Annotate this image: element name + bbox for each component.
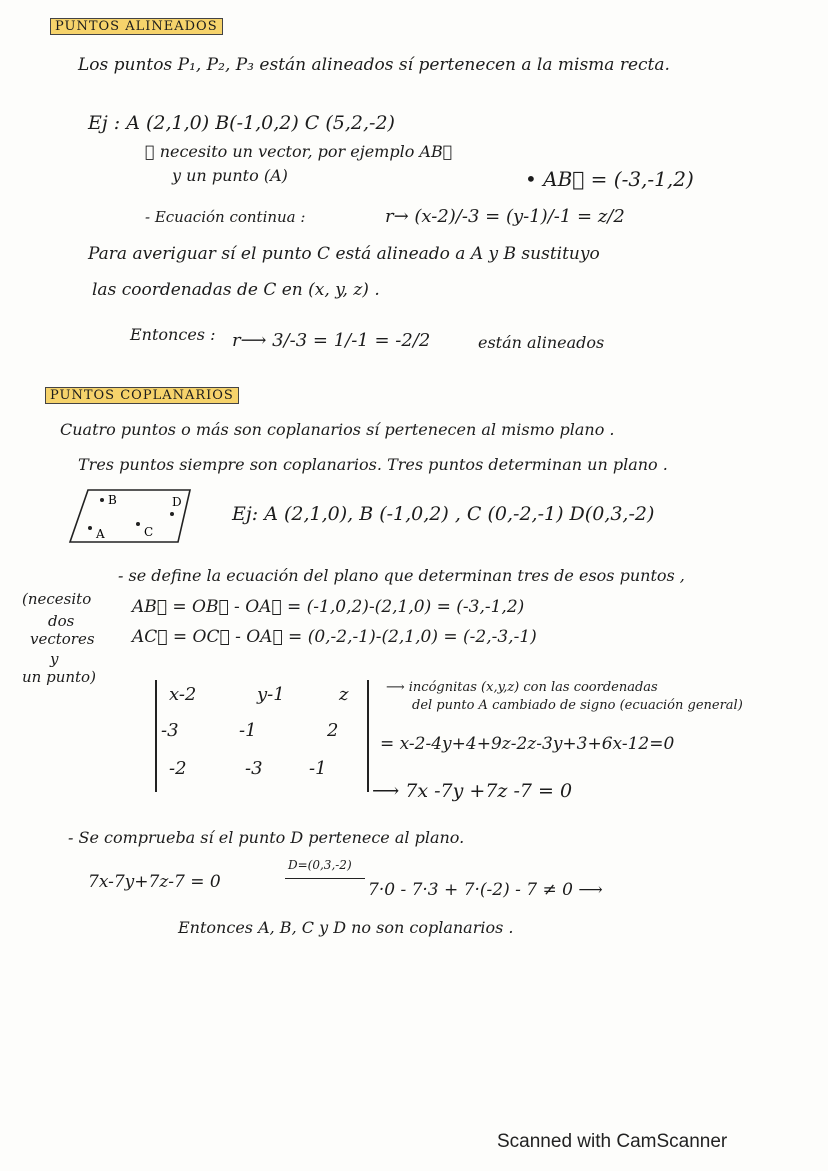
check-equation: 7x-7y+7z-7 = 0 bbox=[88, 872, 221, 892]
heading-puntos-coplanarios: PUNTOS COPLANARIOS bbox=[45, 387, 239, 404]
determinant-matrix bbox=[155, 680, 369, 792]
conclusion-equation: r⟶ 3/-3 = 1/-1 = -2/2 bbox=[232, 330, 431, 351]
matrix-cell: -3 bbox=[245, 758, 263, 779]
label-b: B bbox=[108, 493, 117, 507]
example-points-2: Ej: A (2,1,0), B (-1,0,2) , C (0,-2,-1) D(0,3,-2) bbox=[232, 503, 655, 525]
side-note-5: un punto) bbox=[22, 668, 96, 686]
label-a: A bbox=[96, 527, 105, 541]
note-line-2: y un punto (A) bbox=[172, 166, 288, 185]
matrix-cell: x-2 bbox=[169, 684, 197, 705]
conclusion-label: Entonces : bbox=[130, 325, 216, 344]
check-substitution: D=(0,3,-2) bbox=[288, 858, 352, 872]
matrix-cell: 2 bbox=[327, 720, 339, 741]
vector-ac-calc: AC⃗ = OC⃗ - OA⃗ = (0,-2,-1)-(2,1,0) = (-2,-3,-1) bbox=[132, 627, 537, 647]
matrix-cell: z bbox=[339, 684, 349, 705]
scanner-watermark: Scanned with CamScanner bbox=[497, 1131, 728, 1152]
continuous-equation: r→ (x-2)/-3 = (y-1)/-1 = z/2 bbox=[385, 206, 625, 227]
vector-ab-calc: AB⃗ = OB⃗ - OA⃗ = (-1,0,2)-(2,1,0) = (-3,-1,2) bbox=[132, 597, 525, 617]
side-note-2: dos bbox=[48, 612, 75, 630]
continuous-label: - Ecuación continua : bbox=[145, 208, 306, 226]
label-c: C bbox=[144, 525, 154, 539]
matrix-cell: -1 bbox=[309, 758, 327, 779]
note-line-1: ✱ necesito un vector, por ejemplo AB⃗ bbox=[145, 142, 453, 161]
point-c-dot bbox=[136, 522, 140, 526]
expansion: = x-2-4y+4+9z-2z-3y+3+6x-12=0 bbox=[380, 734, 675, 754]
plane-result: ⟶ 7x -7y +7z -7 = 0 bbox=[372, 780, 573, 802]
final-conclusion: Entonces A, B, C y D no son coplanarios . bbox=[178, 918, 514, 937]
check-intro: - Se comprueba sí el punto D pertenece al plano. bbox=[68, 828, 465, 847]
side-note-4: y bbox=[50, 650, 59, 668]
side-note-3: vectores bbox=[30, 630, 95, 648]
check-line-1: Para averiguar sí el punto C está alineado a A y B sustituyo bbox=[88, 244, 600, 264]
unknowns-note-2: del punto A cambiado de signo (ecuación general) bbox=[412, 698, 743, 713]
matrix-cell: -3 bbox=[161, 720, 179, 741]
definition-alineados: Los puntos P₁, P₂, P₃ están alineados sí pertenecen a la misma recta. bbox=[78, 55, 670, 75]
definition-coplanarios-1: Cuatro puntos o más son coplanarios sí pertenecen al mismo plano . bbox=[60, 420, 615, 439]
matrix-cell: y-1 bbox=[257, 684, 285, 705]
definition-coplanarios-2: Tres puntos siempre son coplanarios. Tres puntos determinan un plano . bbox=[78, 455, 668, 474]
point-d-dot bbox=[170, 512, 174, 516]
heading-puntos-alineados: PUNTOS ALINEADOS bbox=[50, 18, 223, 35]
conclusion-text: están alineados bbox=[478, 333, 605, 352]
side-note-1: (necesito bbox=[22, 590, 92, 608]
point-a-dot bbox=[88, 526, 92, 530]
unknowns-note-1: ⟶ incógnitas (x,y,z) con las coordenadas bbox=[386, 680, 658, 695]
substitution-arrow bbox=[285, 878, 365, 879]
check-result: 7·0 - 7·3 + 7·(-2) - 7 ≠ 0 ⟶ bbox=[368, 880, 603, 900]
plane-sketch bbox=[66, 486, 196, 546]
point-b-dot bbox=[100, 498, 104, 502]
label-d: D bbox=[172, 495, 182, 509]
matrix-cell: -1 bbox=[239, 720, 257, 741]
example-points-1: Ej : A (2,1,0) B(-1,0,2) C (5,2,-2) bbox=[88, 112, 395, 134]
vector-ab: • AB⃗ = (-3,-1,2) bbox=[525, 167, 694, 191]
plane-intro: - se define la ecuación del plano que determinan tres de esos puntos , bbox=[118, 566, 685, 585]
check-line-2: las coordenadas de C en (x, y, z) . bbox=[92, 280, 380, 300]
matrix-cell: -2 bbox=[169, 758, 187, 779]
